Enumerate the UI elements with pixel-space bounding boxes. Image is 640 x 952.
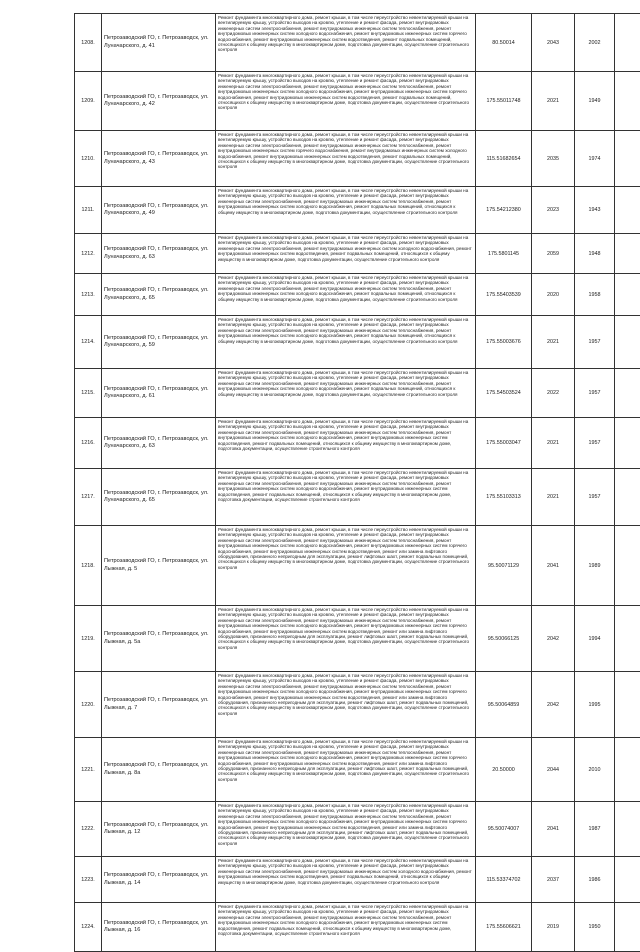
works-list: Ремонт фундамента многоквартирного дома, ремонт крыши, в том числе переустройство невентилируемой крыши на вентилируемую крышу, устройство выходов на кровлю, утепление и ремонт фасада, ремонт внутридомовых инженерных систем электроснабжения, ремонт внутридомовых инженерных систем теплоснабжения, ремонт внутридомовых инженерных систем горячего водоснабжения, ремонт внутридомовых инженерных систем холодного водоснабжения, ремонт внутридомовых инженерных систем водоотведения, ремонт подвальных помещений, относящихся к общему имуществу в многоквартирном доме, подготовка документации, осуществление строительного контроля (216, 131, 476, 187)
works-list: Ремонт фундамента многоквартирного дома, ремонт крыши, в том числе переустройство невентилируемой крыши на вентилируемую крышу, устройство выходов на кровлю, утепление и ремонт фасада, ремонт внутридомовых инженерных систем электроснабжения, ремонт внутридомовых инженерных систем теплоснабжения, ремонт внутридомовых инженерных систем холодного водоснабжения, ремонт внутридомовых инженерных систем горячего водоснабжения, ремонт внутридомовых инженерных систем водоотведения, ремонт или замена лифтового оборудования, признанного непригодным для эксплуатации, ремонт лифтовых шахт, ремонт подвальных помещений, относящихся к общему имуществу в многоквартирном доме, подготовка документации, осуществление строительного контроля (216, 606, 476, 672)
planned-year: 2043 (532, 14, 575, 72)
year-built: 1950 (575, 903, 615, 952)
empty-cell (615, 131, 640, 187)
empty-cell (615, 802, 640, 857)
cost-value: 95.50066125 (476, 606, 532, 672)
year-built: 1957 (575, 418, 615, 469)
building-address: Петрозаводский ГО, г. Петрозаводск, ул. Луначарского, д. 43 (102, 131, 216, 187)
row-number: 1218. (75, 526, 102, 606)
row-number: 1220. (75, 672, 102, 738)
cost-value: 95.50064859 (476, 672, 532, 738)
row-number: 1222. (75, 802, 102, 857)
empty-cell (615, 187, 640, 234)
works-list: Ремонт фундамента многоквартирного дома, ремонт крыши, в том числе переустройство невентилируемой крыши на вентилируемую крышу, устройство выходов на кровлю, утепление и ремонт фасада, ремонт внутридомовых инженерных систем электроснабжения, ремонт внутридомовых инженерных систем теплоснабжения, ремонт внутридомовых инженерных систем холодного водоснабжения, ремонт подвальных помещений, относящихся к общему имуществу в многоквартирном доме, подготовка документации, осуществление строительного контроля (216, 274, 476, 316)
cost-value: 175.55103313 (476, 469, 532, 526)
empty-cell (615, 857, 640, 903)
planned-year: 2044 (532, 738, 575, 802)
year-built: 1957 (575, 469, 615, 526)
year-built: 2010 (575, 738, 615, 802)
planned-year: 2042 (532, 606, 575, 672)
table-row (75, 738, 640, 802)
table-row (75, 14, 640, 72)
planned-year: 2023 (532, 187, 575, 234)
building-address: Петрозаводский ГО, г. Петрозаводск, ул. Луначарского, д. 42 (102, 72, 216, 131)
building-address: Петрозаводский ГО, г. Петрозаводск, ул. Лыжная, д. 14 (102, 857, 216, 903)
empty-cell (615, 274, 640, 316)
row-number: 1210. (75, 131, 102, 187)
year-built: 1989 (575, 526, 615, 606)
planned-year: 2020 (532, 274, 575, 316)
planned-year: 2021 (532, 72, 575, 131)
year-built: 1943 (575, 187, 615, 234)
empty-cell (615, 738, 640, 802)
works-list: Ремонт фундамента многоквартирного дома, ремонт крыши, в том числе переустройство невентилируемой крыши на вентилируемую крышу, устройство выходов на кровлю, утепление и ремонт фасада, ремонт внутридомовых инженерных систем электроснабжения, ремонт внутридомовых инженерных систем теплоснабжения, ремонт внутридомовых инженерных систем холодного водоснабжения, ремонт внутридомовых инженерных систем горячего водоснабжения, ремонт внутридомовых инженерных систем водоотведения, ремонт подвальных помещений, относящихся к общему имуществу в многоквартирном доме, подготовка документации, осуществление строительного контроля (216, 72, 476, 131)
year-built: 1974 (575, 131, 615, 187)
empty-cell (615, 903, 640, 952)
empty-cell (615, 72, 640, 131)
cost-value: 175.55011748 (476, 72, 532, 131)
cost-value: 175.55403539 (476, 274, 532, 316)
planned-year: 2041 (532, 526, 575, 606)
row-number: 1214. (75, 316, 102, 369)
table-row (75, 802, 640, 857)
works-list: Ремонт фундамента многоквартирного дома, ремонт крыши, в том числе переустройство невентилируемой крыши на вентилируемую крышу, устройство выходов на кровлю, утепление и ремонт фасада, ремонт внутридомовых инженерных систем электроснабжения, ремонт внутридомовых инженерных систем теплоснабжения, ремонт внутридомовых инженерных систем холодного водоснабжения, ремонт подвальных помещений, относящихся к общему имуществу в многоквартирном доме, подготовка документации, осуществление строительного контроля (216, 187, 476, 234)
row-number: 1221. (75, 738, 102, 802)
row-number: 1219. (75, 606, 102, 672)
table-row (75, 469, 640, 526)
empty-cell (615, 606, 640, 672)
building-address: Петрозаводский ГО, г. Петрозаводск, ул. Луначарского, д. 65 (102, 274, 216, 316)
planned-year: 2019 (532, 903, 575, 952)
table-row (75, 274, 640, 316)
planned-year: 2037 (532, 857, 575, 903)
planned-year: 2021 (532, 316, 575, 369)
table-row (75, 672, 640, 738)
works-list: Ремонт фундамента многоквартирного дома, ремонт крыши, в том числе переустройство невентилируемой крыши на вентилируемую крышу, устройство выходов на кровлю, утепление и ремонт фасада, ремонт внутридомовых инженерных систем электроснабжения, ремонт внутридомовых инженерных систем холодного водоснабжения, ремонт внутридомовых инженерных систем водоотведения, ремонт подвальных помещений, относящихся к общему имуществу в многоквартирном доме, подготовка документации, осуществление строительного контроля (216, 234, 476, 274)
row-number: 1208. (75, 14, 102, 72)
cost-value: 95.50074007 (476, 802, 532, 857)
empty-cell (615, 234, 640, 274)
empty-cell (615, 316, 640, 369)
empty-cell (615, 14, 640, 72)
cost-value: 175.55003676 (476, 316, 532, 369)
building-address: Петрозаводский ГО, г. Петрозаводск, ул. Лыжная, д. 7 (102, 672, 216, 738)
empty-cell (615, 672, 640, 738)
cost-value: 80.50014 (476, 14, 532, 72)
works-list: Ремонт фундамента многоквартирного дома, ремонт крыши, в том числе переустройство невентилируемой крыши на вентилируемую крышу, устройство выходов на кровлю, утепление и ремонт фасада, ремонт внутридомовых инженерных систем электроснабжения, ремонт внутридомовых инженерных систем теплоснабжения, ремонт внутридомовых инженерных систем холодного водоснабжения, ремонт внутридомовых инженерных систем горячего водоснабжения, ремонт внутридомовых инженерных систем водоотведения, ремонт подвальных помещений, относящихся к общему имуществу в многоквартирном доме, подготовка документации, осуществление строительного контроля (216, 14, 476, 72)
building-address: Петрозаводский ГО, г. Петрозаводск, ул. Луначарского, д. 63 (102, 418, 216, 469)
building-address: Петрозаводский ГО, г. Петрозаводск, ул. Лыжная, д. 8а (102, 738, 216, 802)
row-number: 1209. (75, 72, 102, 131)
year-built: 1987 (575, 802, 615, 857)
building-address: Петрозаводский ГО, г. Петрозаводск, ул. Лыжная, д. 12 (102, 802, 216, 857)
row-number: 1213. (75, 274, 102, 316)
year-built: 1957 (575, 316, 615, 369)
works-list: Ремонт фундамента многоквартирного дома, ремонт крыши, в том числе переустройство невентилируемой крыши на вентилируемую крышу, устройство выходов на кровлю, утепление и ремонт фасада, ремонт внутридомовых инженерных систем электроснабжения, ремонт внутридомовых инженерных систем теплоснабжения, ремонт внутридомовых инженерных систем холодного водоснабжения, ремонт внутридомовых инженерных систем водоотведения, ремонт подвальных помещений, относящихся к общему имуществу в многоквартирном доме, подготовка документации, осуществление строительного контроля (216, 469, 476, 526)
empty-cell (615, 369, 640, 418)
planned-year: 2041 (532, 802, 575, 857)
table-row (75, 187, 640, 234)
table-row (75, 606, 640, 672)
table-row (75, 857, 640, 903)
works-list: Ремонт фундамента многоквартирного дома, ремонт крыши, в том числе переустройство невентилируемой крыши на вентилируемую крышу, устройство выходов на кровлю, утепление и ремонт фасада, ремонт внутридомовых инженерных систем электроснабжения, ремонт внутридомовых инженерных систем холодного водоснабжения, ремонт внутридомовых инженерных систем водоотведения, ремонт подвальных помещений, относящихся к общему имуществу в многоквартирном доме, подготовка документации, осуществление строительного контроля (216, 857, 476, 903)
year-built: 1957 (575, 369, 615, 418)
building-address: Петрозаводский ГО, г. Петрозаводск, ул. Луначарского, д. 61 (102, 369, 216, 418)
cost-value: 115.53374702 (476, 857, 532, 903)
building-address: Петрозаводский ГО, г. Петрозаводск, ул. Лыжная, д. 5а (102, 606, 216, 672)
building-address: Петрозаводский ГО, г. Петрозаводск, ул. Луначарского, д. 63 (102, 234, 216, 274)
year-built: 1958 (575, 274, 615, 316)
cost-value: 175.55606621 (476, 903, 532, 952)
planned-year: 2022 (532, 369, 575, 418)
cost-value: 20.50000 (476, 738, 532, 802)
planned-year: 2021 (532, 469, 575, 526)
table-row (75, 72, 640, 131)
cost-value: 175.54503524 (476, 369, 532, 418)
building-address: Петрозаводский ГО, г. Петрозаводск, ул. Луначарского, д. 49 (102, 187, 216, 234)
cost-value: 115.51682654 (476, 131, 532, 187)
works-list: Ремонт фундамента многоквартирного дома, ремонт крыши, в том числе переустройство невентилируемой крыши на вентилируемую крышу, устройство выходов на кровлю, утепление и ремонт фасада, ремонт внутридомовых инженерных систем электроснабжения, ремонт внутридомовых инженерных систем теплоснабжения, ремонт внутридомовых инженерных систем холодного водоснабжения, ремонт внутридомовых инженерных систем горячего водоснабжения, ремонт внутридомовых инженерных систем водоотведения, ремонт или замена лифтового оборудования, признанного непригодным для эксплуатации, ремонт лифтовых шахт, ремонт подвальных помещений, относящихся к общему имуществу в многоквартирном доме, подготовка документации, осуществление строительного контроля (216, 526, 476, 606)
empty-cell (615, 526, 640, 606)
cost-value: 175.5801145 (476, 234, 532, 274)
cost-value: 175.54212380 (476, 187, 532, 234)
building-address: Петрозаводский ГО, г. Петрозаводск, ул. Лыжная, д. 16 (102, 903, 216, 952)
works-list: Ремонт фундамента многоквартирного дома, ремонт крыши, в том числе переустройство невентилируемой крыши на вентилируемую крышу, устройство выходов на кровлю, утепление и ремонт фасада, ремонт внутридомовых инженерных систем электроснабжения, ремонт внутридомовых инженерных систем теплоснабжения, ремонт внутридомовых инженерных систем холодного водоснабжения, ремонт внутридомовых инженерных систем горячего водоснабжения, ремонт внутридомовых инженерных систем водоотведения, ремонт или замена лифтового оборудования, признанного непригодным для эксплуатации, ремонт лифтовых шахт, ремонт подвальных помещений, относящихся к общему имуществу в многоквартирном доме, подготовка документации, осуществление строительного контроля (216, 802, 476, 857)
row-number: 1216. (75, 418, 102, 469)
table-row (75, 131, 640, 187)
table-row (75, 418, 640, 469)
year-built: 1949 (575, 72, 615, 131)
cost-value: 175.55003047 (476, 418, 532, 469)
works-list: Ремонт фундамента многоквартирного дома, ремонт крыши, в том числе переустройство невентилируемой крыши на вентилируемую крышу, устройство выходов на кровлю, утепление и ремонт фасада, ремонт внутридомовых инженерных систем электроснабжения, ремонт внутридомовых инженерных систем теплоснабжения, ремонт внутридомовых инженерных систем холодного водоснабжения, ремонт внутридомовых инженерных систем водоотведения, ремонт подвальных помещений, относящихся к общему имуществу в многоквартирном доме, подготовка документации, осуществление строительного контроля (216, 903, 476, 952)
year-built: 1948 (575, 234, 615, 274)
planned-year: 2059 (532, 234, 575, 274)
building-address: Петрозаводский ГО, г. Петрозаводск, ул. Лыжная, д. 5 (102, 526, 216, 606)
works-list: Ремонт фундамента многоквартирного дома, ремонт крыши, в том числе переустройство невентилируемой крыши на вентилируемую крышу, устройство выходов на кровлю, утепление и ремонт фасада, ремонт внутридомовых инженерных систем электроснабжения, ремонт внутридомовых инженерных систем теплоснабжения, ремонт внутридомовых инженерных систем холодного водоснабжения, ремонт подвальных помещений, относящихся к общему имуществу в многоквартирном доме, подготовка документации, осуществление строительного контроля (216, 369, 476, 418)
table-row (75, 369, 640, 418)
repair-program-table (74, 13, 640, 952)
table-row (75, 903, 640, 952)
year-built: 1995 (575, 672, 615, 738)
planned-year: 2035 (532, 131, 575, 187)
cost-value: 95.50071129 (476, 526, 532, 606)
row-number: 1224. (75, 903, 102, 952)
works-list: Ремонт фундамента многоквартирного дома, ремонт крыши, в том числе переустройство невентилируемой крыши на вентилируемую крышу, устройство выходов на кровлю, утепление и ремонт фасада, ремонт внутридомовых инженерных систем электроснабжения, ремонт внутридомовых инженерных систем теплоснабжения, ремонт внутридомовых инженерных систем холодного водоснабжения, ремонт внутридомовых инженерных систем горячего водоснабжения, ремонт внутридомовых инженерных систем водоотведения, ремонт или замена лифтового оборудования, признанного непригодным для эксплуатации, ремонт лифтовых шахт, ремонт подвальных помещений, относящихся к общему имуществу в многоквартирном доме, подготовка документации, осуществление строительного контроля (216, 738, 476, 802)
row-number: 1211. (75, 187, 102, 234)
works-list: Ремонт фундамента многоквартирного дома, ремонт крыши, в том числе переустройство невентилируемой крыши на вентилируемую крышу, устройство выходов на кровлю, утепление и ремонт фасада, ремонт внутридомовых инженерных систем электроснабжения, ремонт внутридомовых инженерных систем теплоснабжения, ремонт внутридомовых инженерных систем холодного водоснабжения, ремонт внутридомовых инженерных систем водоотведения, ремонт подвальных помещений, относящихся к общему имуществу в многоквартирном доме, подготовка документации, осуществление строительного контроля (216, 418, 476, 469)
table-row (75, 526, 640, 606)
row-number: 1217. (75, 469, 102, 526)
planned-year: 2042 (532, 672, 575, 738)
building-address: Петрозаводский ГО, г. Петрозаводск, ул. Луначарского, д. 59 (102, 316, 216, 369)
empty-cell (615, 469, 640, 526)
works-list: Ремонт фундамента многоквартирного дома, ремонт крыши, в том числе переустройство невентилируемой крыши на вентилируемую крышу, устройство выходов на кровлю, утепление и ремонт фасада, ремонт внутридомовых инженерных систем электроснабжения, ремонт внутридомовых инженерных систем теплоснабжения, ремонт внутридомовых инженерных систем холодного водоснабжения, ремонт внутридомовых инженерных систем горячего водоснабжения, ремонт внутридомовых инженерных систем водоотведения, ремонт или замена лифтового оборудования, признанного непригодным для эксплуатации, ремонт лифтовых шахт, ремонт подвальных помещений, относящихся к общему имуществу в многоквартирном доме, подготовка документации, осуществление строительного контроля (216, 672, 476, 738)
year-built: 1994 (575, 606, 615, 672)
year-built: 2002 (575, 14, 615, 72)
works-list: Ремонт фундамента многоквартирного дома, ремонт крыши, в том числе переустройство невентилируемой крыши на вентилируемую крышу, устройство выходов на кровлю, утепление и ремонт фасада, ремонт внутридомовых инженерных систем электроснабжения, ремонт внутридомовых инженерных систем теплоснабжения, ремонт внутридомовых инженерных систем холодного водоснабжения, ремонт подвальных помещений, относящихся к общему имуществу в многоквартирном доме, подготовка документации, осуществление строительного контроля (216, 316, 476, 369)
year-built: 1986 (575, 857, 615, 903)
empty-cell (615, 418, 640, 469)
table-row (75, 234, 640, 274)
table-row (75, 316, 640, 369)
row-number: 1212. (75, 234, 102, 274)
planned-year: 2021 (532, 418, 575, 469)
building-address: Петрозаводский ГО, г. Петрозаводск, ул. Луначарского, д. 41 (102, 14, 216, 72)
building-address: Петрозаводский ГО, г. Петрозаводск, ул. Луначарского, д. 65 (102, 469, 216, 526)
row-number: 1223. (75, 857, 102, 903)
row-number: 1215. (75, 369, 102, 418)
